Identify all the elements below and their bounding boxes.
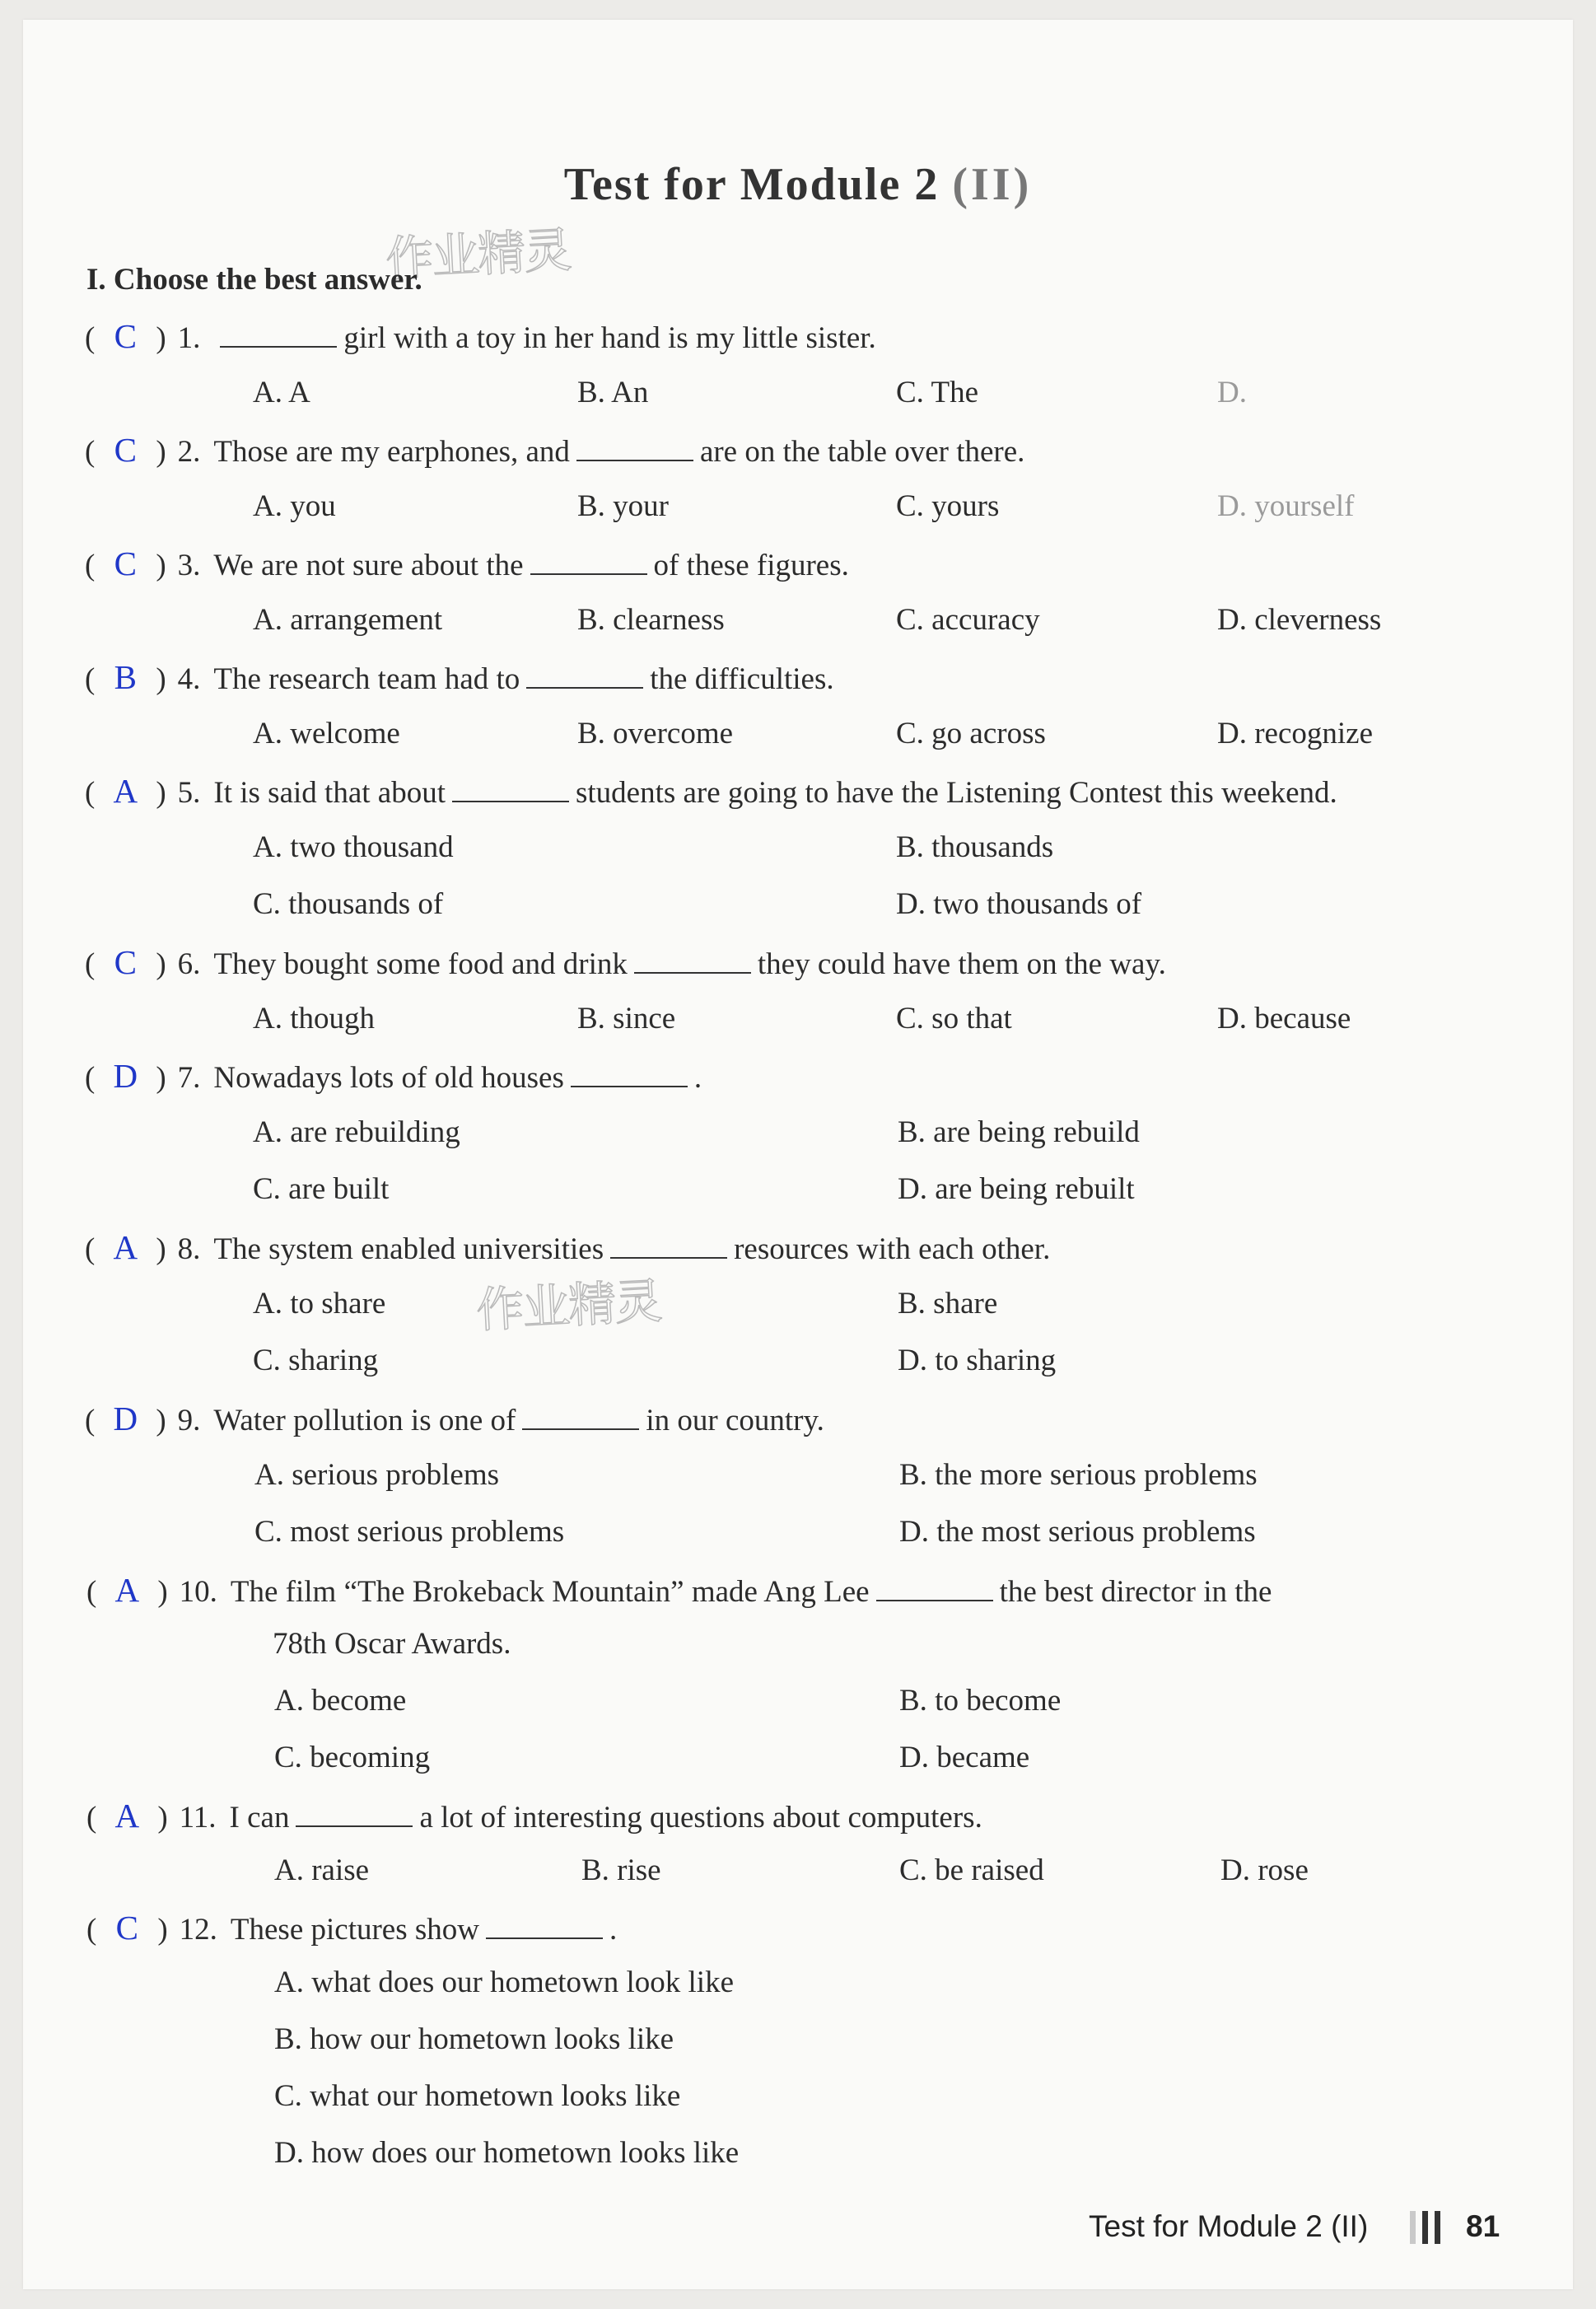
answer-mark: C — [114, 943, 137, 981]
option: C. go across — [896, 717, 1046, 750]
option: D. two thousands of — [896, 887, 1142, 921]
question-1: ( C ) 1. girl with a toy in her hand is my little sister. — [85, 317, 876, 355]
section-heading: I. Choose the best answer. — [86, 263, 422, 297]
option: D. recognize — [1217, 717, 1374, 750]
option: D. yourself — [1217, 489, 1355, 523]
option: C. most serious problems — [254, 1515, 565, 1549]
option: A. become — [274, 1684, 407, 1718]
answer-blank — [576, 435, 693, 461]
option: C. be raised — [899, 1853, 1044, 1887]
question-10-continuation: 78th Oscar Awards. — [273, 1627, 511, 1661]
option: A. arrangement — [253, 603, 443, 637]
answer-blank — [220, 321, 337, 348]
footer-bars — [1410, 2211, 1447, 2248]
footer-title: Test for Module 2 (II) — [1089, 2209, 1369, 2243]
question-4: ( B ) 4. The research team had to the difficulties. — [85, 658, 834, 696]
option: B. clearness — [577, 603, 725, 637]
page-title — [0, 158, 1596, 211]
worksheet-page — [23, 20, 1573, 2289]
answer-blank — [296, 1801, 413, 1827]
question-7: ( D ) 7. Nowadays lots of old houses . — [85, 1057, 702, 1095]
option: C. are built — [253, 1172, 390, 1206]
option: D. cleverness — [1217, 603, 1382, 637]
option: D. because — [1217, 1002, 1351, 1035]
title-text: Test for Module 2 — [563, 159, 940, 210]
option: C. so that — [896, 1002, 1012, 1035]
answer-blank — [526, 662, 643, 689]
question-6: ( C ) 6. They bought some food and drink they could have them on the way. — [85, 943, 1166, 981]
option: B. An — [577, 376, 649, 409]
answer-blank — [486, 1913, 603, 1939]
question-10: ( A ) 10. The film “The Brokeback Mountain” made Ang Lee the best director in the — [86, 1571, 1272, 1609]
option: A. two thousand — [253, 830, 454, 864]
option: B. overcome — [577, 717, 734, 750]
answer-mark: B — [114, 658, 137, 696]
question-8: ( A ) 8. The system enabled universities resources with each other. — [85, 1228, 1051, 1266]
option: C. sharing — [253, 1344, 379, 1377]
answer-mark: C — [114, 317, 137, 355]
option: D. rose — [1220, 1853, 1309, 1887]
option: D. became — [899, 1741, 1030, 1774]
option: C. The — [896, 376, 979, 409]
answer-blank — [634, 947, 751, 974]
option: B. are being rebuild — [898, 1115, 1140, 1149]
answer-blank — [522, 1404, 639, 1430]
option: B. the more serious problems — [899, 1458, 1258, 1492]
answer-blank — [530, 549, 647, 575]
option: A. you — [253, 489, 336, 523]
option: A. what does our hometown look like — [274, 1965, 734, 1999]
answer-mark: C — [115, 1909, 138, 1947]
option: B. to become — [899, 1684, 1062, 1718]
question-3: ( C ) 3. We are not sure about the of these figures. — [85, 545, 849, 582]
answer-blank — [571, 1061, 688, 1087]
answer-mark: A — [113, 772, 138, 810]
question-12: ( C ) 12. These pictures show . — [86, 1909, 618, 1947]
option: D. are being rebuilt — [898, 1172, 1135, 1206]
answer-mark: C — [114, 545, 137, 582]
question-9: ( D ) 9. Water pollution is one of in our country. — [85, 1400, 824, 1437]
option: B. thousands — [896, 830, 1054, 864]
option: D. the most serious problems — [899, 1515, 1256, 1549]
option: C. thousands of — [253, 887, 444, 921]
option: D. to sharing — [898, 1344, 1057, 1377]
option: A. A — [253, 376, 310, 409]
option: A. are rebuilding — [253, 1115, 460, 1149]
answer-mark: C — [114, 431, 137, 469]
answer-mark: A — [114, 1797, 140, 1835]
option: A. though — [253, 1002, 375, 1035]
page-number: 81 — [1466, 2209, 1500, 2243]
option: A. raise — [274, 1853, 370, 1887]
question-2: ( C ) 2. Those are my earphones, and are on the table over there. — [85, 431, 1025, 469]
option: C. accuracy — [896, 603, 1040, 637]
option: A. to share — [253, 1287, 386, 1320]
answer-mark: A — [114, 1571, 140, 1609]
option: A. welcome — [253, 717, 400, 750]
question-11: ( A ) 11. I can a lot of interesting questions about computers. — [86, 1797, 982, 1835]
option: B. how our hometown looks like — [274, 2022, 674, 2056]
option: B. rise — [581, 1853, 661, 1887]
watermark: 作业精灵 — [474, 1273, 662, 1339]
option: C. yours — [896, 489, 1000, 523]
watermark: 作业精灵 — [384, 222, 572, 287]
option: D. how does our hometown looks like — [274, 2136, 740, 2170]
answer-blank — [876, 1575, 993, 1601]
answer-blank — [452, 776, 569, 802]
option: B. since — [577, 1002, 676, 1035]
answer-mark: D — [113, 1400, 138, 1437]
question-5: ( A ) 5. It is said that about students are going to have the Listening Contest this weekend. — [85, 772, 1337, 810]
answer-mark: D — [113, 1057, 138, 1095]
option: B. your — [577, 489, 669, 523]
option: A. serious problems — [254, 1458, 499, 1492]
answer-mark: A — [113, 1228, 138, 1266]
option: C. what our hometown looks like — [274, 2079, 681, 2113]
answer-blank — [610, 1232, 727, 1259]
option: D. — [1217, 376, 1247, 409]
title-module-mark: (II) — [952, 159, 1033, 210]
option: C. becoming — [274, 1741, 431, 1774]
option: B. share — [898, 1287, 998, 1320]
